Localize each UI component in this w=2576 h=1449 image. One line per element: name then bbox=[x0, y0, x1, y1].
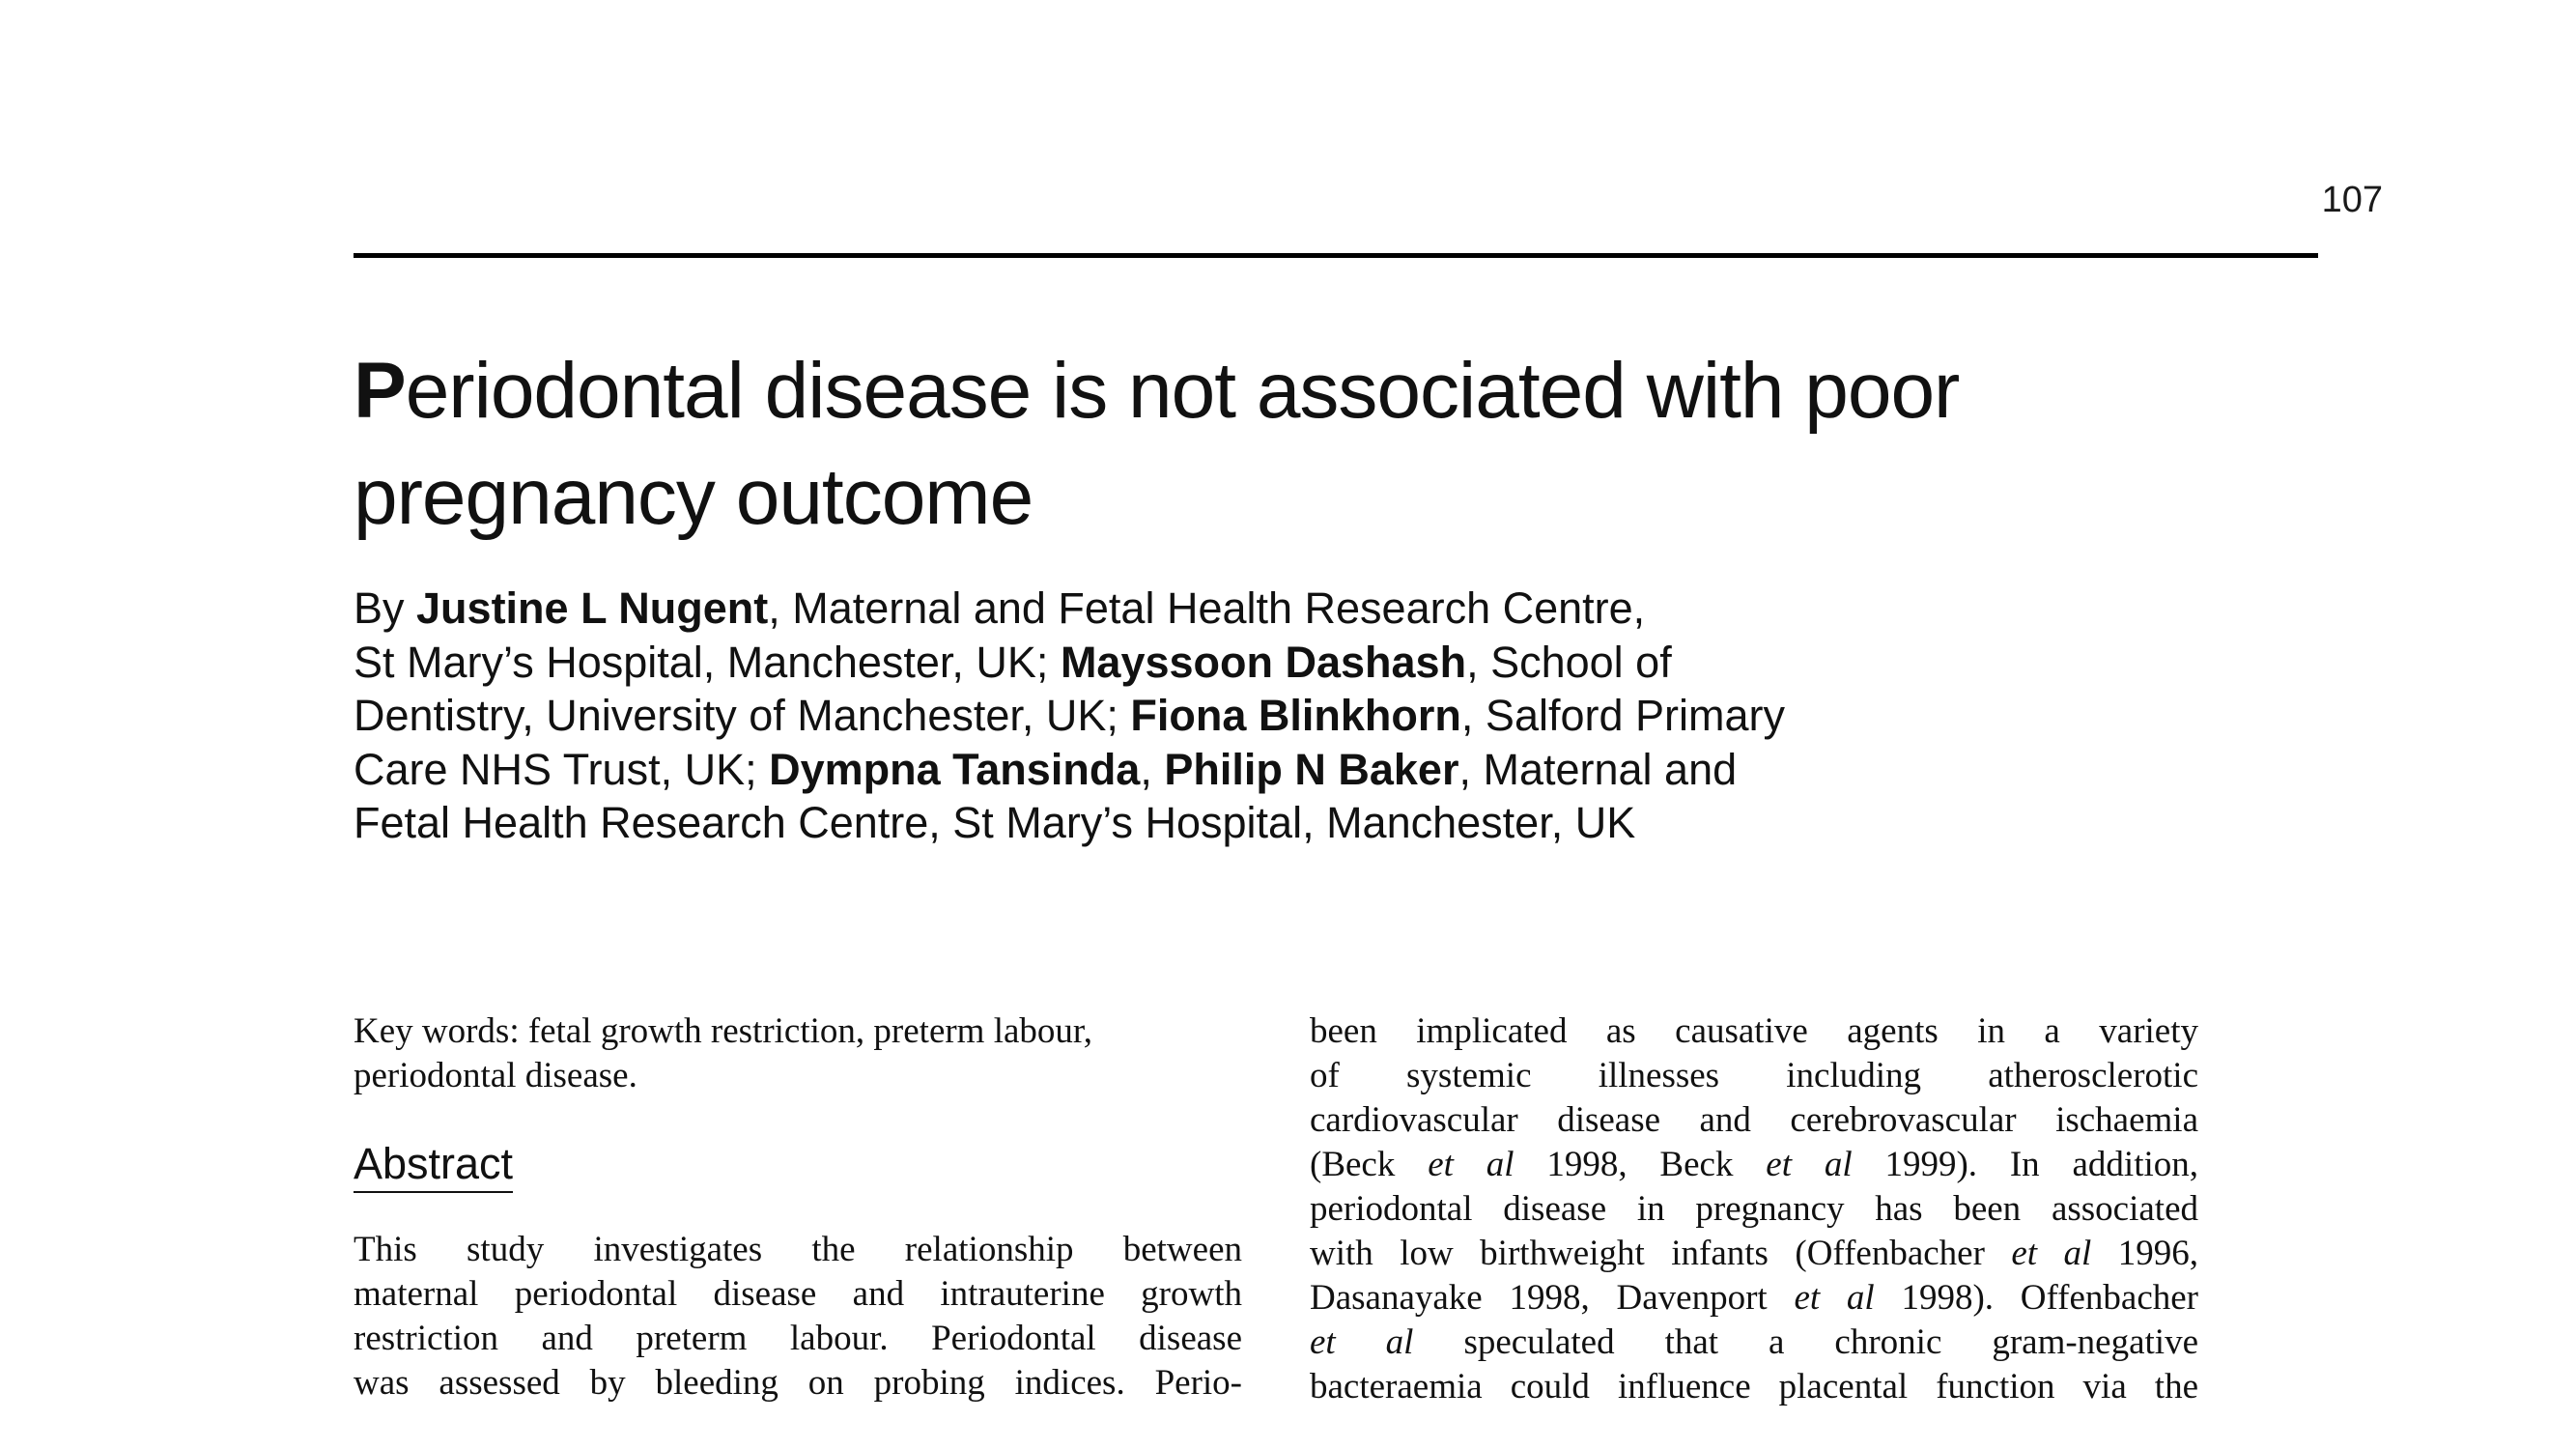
title-initial: P bbox=[354, 347, 406, 435]
body-text: Dasanayake 1998, Davenport bbox=[1310, 1278, 1795, 1318]
body-text: speculated that a chronic gram-negative bbox=[1413, 1322, 2199, 1362]
et-al: et al bbox=[1794, 1278, 1875, 1318]
body-line bbox=[1310, 1232, 2198, 1276]
author-affiliation: Dentistry, University of Manchester, UK; bbox=[354, 691, 1131, 740]
author-name: Justine L Nugent bbox=[416, 583, 769, 633]
body-line bbox=[1310, 1276, 2198, 1321]
left-column bbox=[354, 1009, 1242, 1406]
abstract-heading: Abstract bbox=[354, 1137, 513, 1193]
author-affiliation: , Maternal and Fetal Health Research Centre, bbox=[768, 583, 1646, 633]
abstract-line: was assessed by bleeding on probing indices. Perio- bbox=[354, 1363, 1242, 1403]
article-title bbox=[354, 338, 2285, 551]
author-prefix: By bbox=[354, 583, 417, 633]
author-affiliation: , Maternal and bbox=[1458, 744, 1738, 794]
body-line: bacteraemia could influence placental function via the bbox=[1310, 1367, 2198, 1406]
author-name: Philip N Baker bbox=[1164, 744, 1459, 794]
author-line-4 bbox=[354, 743, 2092, 797]
body-line: been implicated as causative agents in a variety bbox=[1310, 1011, 2198, 1051]
body-text: 1999). In addition, bbox=[1852, 1145, 2199, 1184]
author-name: Dympna Tansinda bbox=[769, 744, 1141, 794]
title-line2: pregnancy outcome bbox=[354, 453, 1033, 541]
author-affiliation: , Salford Primary bbox=[1460, 691, 1786, 740]
abstract-text bbox=[354, 1228, 1242, 1406]
author-separator: , bbox=[1140, 744, 1165, 794]
abstract-line: restriction and preterm labour. Periodontal disease bbox=[354, 1319, 1242, 1358]
body-text: 1998, Beck bbox=[1514, 1145, 1767, 1184]
body-text: 1996, bbox=[2091, 1234, 2198, 1273]
body-line: periodontal disease in pregnancy has been associated bbox=[1310, 1189, 2198, 1229]
keywords-line: Key words: fetal growth restriction, preterm labour, bbox=[354, 1011, 1093, 1051]
keywords-line: periodontal disease. bbox=[354, 1056, 637, 1095]
author-name: Fiona Blinkhorn bbox=[1130, 691, 1461, 740]
body-text: 1998). Offenbacher bbox=[1874, 1278, 2198, 1318]
header-rule bbox=[354, 253, 2318, 258]
author-affiliation: St Mary’s Hospital, Manchester, UK; bbox=[354, 637, 1061, 687]
author-name: Mayssoon Dashash bbox=[1060, 637, 1467, 687]
author-line-5: Fetal Health Research Centre, St Mary’s Hospital, Manchester, UK bbox=[354, 798, 1636, 847]
author-line-2 bbox=[354, 636, 2092, 690]
right-column bbox=[1310, 1009, 2198, 1409]
abstract-line: This study investigates the relationship between bbox=[354, 1230, 1242, 1269]
body-text: (Beck bbox=[1310, 1145, 1429, 1184]
body-line bbox=[1310, 1143, 2198, 1187]
body-line: of systemic illnesses including atherosclerotic bbox=[1310, 1056, 2198, 1095]
keywords bbox=[354, 1009, 1242, 1098]
author-block bbox=[354, 582, 2092, 850]
author-affiliation: , School of bbox=[1466, 637, 1672, 687]
page-number: 107 bbox=[2321, 180, 2383, 220]
et-al: et al bbox=[1428, 1145, 1514, 1184]
body-text: with low birthweight infants (Offenbacher bbox=[1310, 1234, 2012, 1273]
body-line bbox=[1310, 1321, 2198, 1365]
et-al: et al bbox=[2011, 1234, 2092, 1273]
author-affiliation: Care NHS Trust, UK; bbox=[354, 744, 770, 794]
abstract-line: maternal periodontal disease and intrauterine growth bbox=[354, 1274, 1242, 1314]
author-line-3 bbox=[354, 689, 2092, 743]
et-al: et al bbox=[1310, 1322, 1414, 1362]
title-line1: eriodontal disease is not associated with poor bbox=[405, 347, 1960, 435]
body-line: cardiovascular disease and cerebrovascular ischaemia bbox=[1310, 1100, 2198, 1140]
author-line-1 bbox=[354, 582, 2092, 636]
et-al: et al bbox=[1766, 1145, 1853, 1184]
